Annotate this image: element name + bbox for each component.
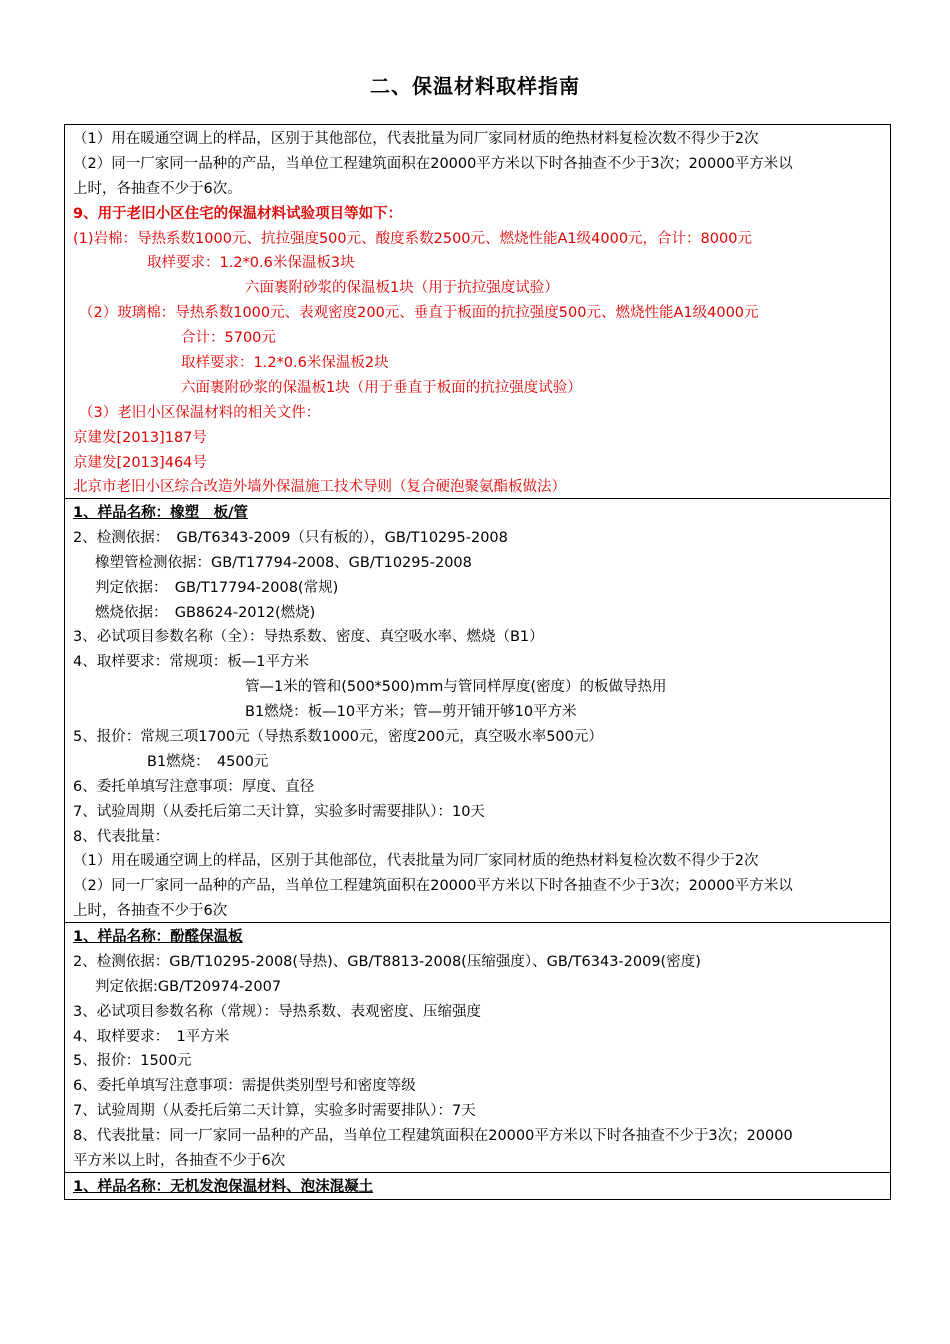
note-line: （1）用在暖通空调上的样品，区别于其他部位，代表批量为同厂家同材质的绝热材料复检次数不得少于2次 — [73, 131, 759, 147]
rubber-detail-line: 上时，各抽查不少于6次 — [73, 903, 228, 920]
rock-wool-sampling: 取样要求：1.2*0.6米保温板3块 — [147, 255, 355, 272]
rubber-detail-line: 管—1米的管和(500*500)mm与管同样厚度(密度）的板做导热用 — [245, 679, 667, 696]
rubber-detail-line: 2、检测依据： GB/T6343-2009（只有板的），GB/T10295-2008 — [73, 529, 508, 546]
rock-wool-line: (1)岩棉：导热系数1000元、抗拉强度500元、酸度系数2500元、燃烧性能A1级4000元，合计：8000元 — [73, 230, 752, 247]
inorganic-foam-heading: 1、样品名称：无机发泡保温材料、泡沫混凝土 — [73, 1179, 374, 1195]
old-community-heading: 9、用于老旧小区住宅的保温材料试验项目等如下： — [73, 205, 403, 222]
related-doc: 京建发[2013]187号 — [73, 429, 207, 446]
phenolic-detail-line: 4、取样要求： 1平方米 — [73, 1028, 230, 1045]
rubber-detail-line: 3、必试项目参数名称（全）：导热系数、密度、真空吸水率、燃烧（B1） — [73, 629, 544, 646]
general-notes-cell — [65, 125, 890, 499]
rock-wool-mortar-board: 六面裹附砂浆的保温板1块（用于抗拉强度试验） — [245, 280, 559, 297]
related-docs-heading: （3）老旧小区保温材料的相关文件： — [79, 404, 321, 421]
rubber-detail-line: （2）同一厂家同一品种的产品，当单位工程建筑面积在20000平方米以下时各抽查不少于3次；20000平方米以 — [73, 878, 793, 895]
page-title: 二、保温材料取样指南 — [370, 74, 580, 98]
phenolic-detail-line: 平方米以上时，各抽查不少于6次 — [73, 1153, 286, 1170]
phenolic-detail-line: 8、代表批量：同一厂家同一品种的产品，当单位工程建筑面积在20000平方米以下时各抽查不少于3次；20000 — [73, 1128, 793, 1145]
rubber-detail-line: 6、委托单填写注意事项：厚度、直径 — [73, 778, 315, 795]
phenolic-detail-line: 判定依据:GB/T20974-2007 — [95, 978, 282, 995]
rubber-detail-line: 7、试验周期（从委托后第二天计算，实验多时需要排队）：10天 — [73, 803, 485, 820]
note-line: （2）同一厂家同一品种的产品，当单位工程建筑面积在20000平方米以下时各抽查不少于3次；20000平方米以 — [73, 155, 793, 172]
related-doc: 京建发[2013]464号 — [73, 454, 207, 471]
glass-wool-line: （2）玻璃棉：导热系数1000元、表观密度200元、垂直于板面的抗拉强度500元、燃烧性能A1级4000元 — [79, 305, 759, 322]
phenolic-detail-line: 7、试验周期（从委托后第二天计算，实验多时需要排队）：7天 — [73, 1103, 476, 1120]
sampling-guide-table — [64, 124, 891, 1200]
rubber-detail-line: 4、取样要求：常规项：板—1平方米 — [73, 654, 309, 671]
rubber-detail-line: 8、代表批量： — [73, 828, 170, 845]
inorganic-foam-cell — [65, 1173, 890, 1199]
glass-wool-sampling: 取样要求：1.2*0.6米保温板2块 — [181, 355, 389, 372]
glass-wool-total: 合计：5700元 — [181, 330, 276, 347]
rubber-plastic-heading: 1、样品名称：橡塑 板/管 — [73, 505, 248, 521]
phenolic-detail-line: 6、委托单填写注意事项：需提供类别型号和密度等级 — [73, 1078, 416, 1095]
phenolic-cell — [65, 923, 890, 1173]
rubber-detail-line: B1燃烧： 4500元 — [147, 753, 269, 770]
phenolic-heading: 1、样品名称：酚醛保温板 — [73, 929, 243, 945]
glass-wool-mortar-board: 六面裹附砂浆的保温板1块（用于垂直于板面的抗拉强度试验） — [181, 379, 582, 396]
rubber-detail-line: 5、报价：常规三项1700元（导热系数1000元，密度200元，真空吸水率500元） — [73, 729, 603, 746]
note-line: 上时，各抽查不少于6次。 — [73, 180, 242, 197]
phenolic-detail-line: 3、必试项目参数名称（常规）：导热系数、表观密度、压缩强度 — [73, 1003, 481, 1020]
rubber-detail-line: B1燃烧：板—10平方米；管—剪开铺开够10平方米 — [245, 704, 577, 721]
rubber-plastic-cell — [65, 499, 890, 923]
phenolic-detail-line: 2、检测依据：GB/T10295-2008(导热)、GB/T8813-2008(压缩强度）、GB/T6343-2009(密度) — [73, 953, 701, 970]
rubber-detail-line: 橡塑管检测依据：GB/T17794-2008、GB/T10295-2008 — [95, 554, 472, 571]
rubber-detail-line: 判定依据： GB/T17794-2008(常规) — [95, 579, 339, 596]
phenolic-detail-line: 5、报价：1500元 — [73, 1053, 192, 1070]
rubber-detail-line: 燃烧依据： GB8624-2012(燃烧) — [95, 604, 316, 621]
rubber-detail-line: （1）用在暖通空调上的样品，区别于其他部位，代表批量为同厂家同材质的绝热材料复检次数不得少于2次 — [73, 853, 759, 870]
related-doc: 北京市老旧小区综合改造外墙外保温施工技术导则（复合硬泡聚氨酯板做法） — [73, 479, 566, 496]
